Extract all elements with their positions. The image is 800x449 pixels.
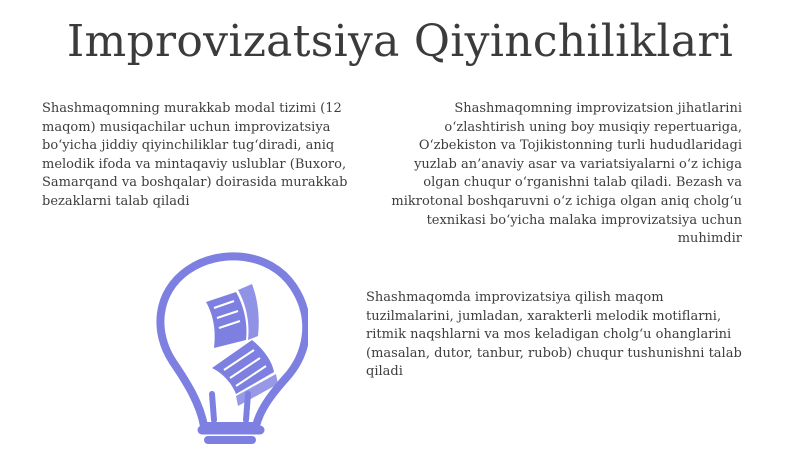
paragraph-repertoire: Shashmaqomning improvizatsion jihatlarini o‘zlashtirish uning boy musiqiy repertuariga, O‘zbekiston va Tojikistonning turli hududlaridagi yuzlab an’anaviy asar va variatsiyalarni o‘z ichiga olgan chuqur o‘rganishni talab qiladi. Bezash va mikrotonal boshqaruvni o‘z ichiga olgan aniq cholg‘u texnikasi bo‘yicha malaka improvizatsiya uchun muhimdir [391, 101, 742, 247]
slide-title: Improvizatsiya Qiyinchiliklari [66, 16, 734, 67]
lightbulb-book-icon [148, 244, 308, 449]
paragraph-modal-system: Shashmaqomning murakkab modal tizimi (12 maqom) musiqachilar uchun improvizatsiya bo‘yicha jiddiy qiyinchiliklar tug‘diradi, aniq melodik ifoda va mintaqaviy uslublar (Buxoro, Samarqand va boshqalar) doirasida murakkab bezaklarni talab qiladi [42, 101, 348, 209]
paragraph-maqom-structures: Shashmaqomda improvizatsiya qilish maqom tuzilmalarini, jumladan, xarakterli melodik motiflarni, ritmik naqshlarni va mos keladigan cholg‘u ohanglarini (masalan, dutor, tanbur, rubob) chuqur tushunishni talab qiladi [366, 290, 742, 380]
